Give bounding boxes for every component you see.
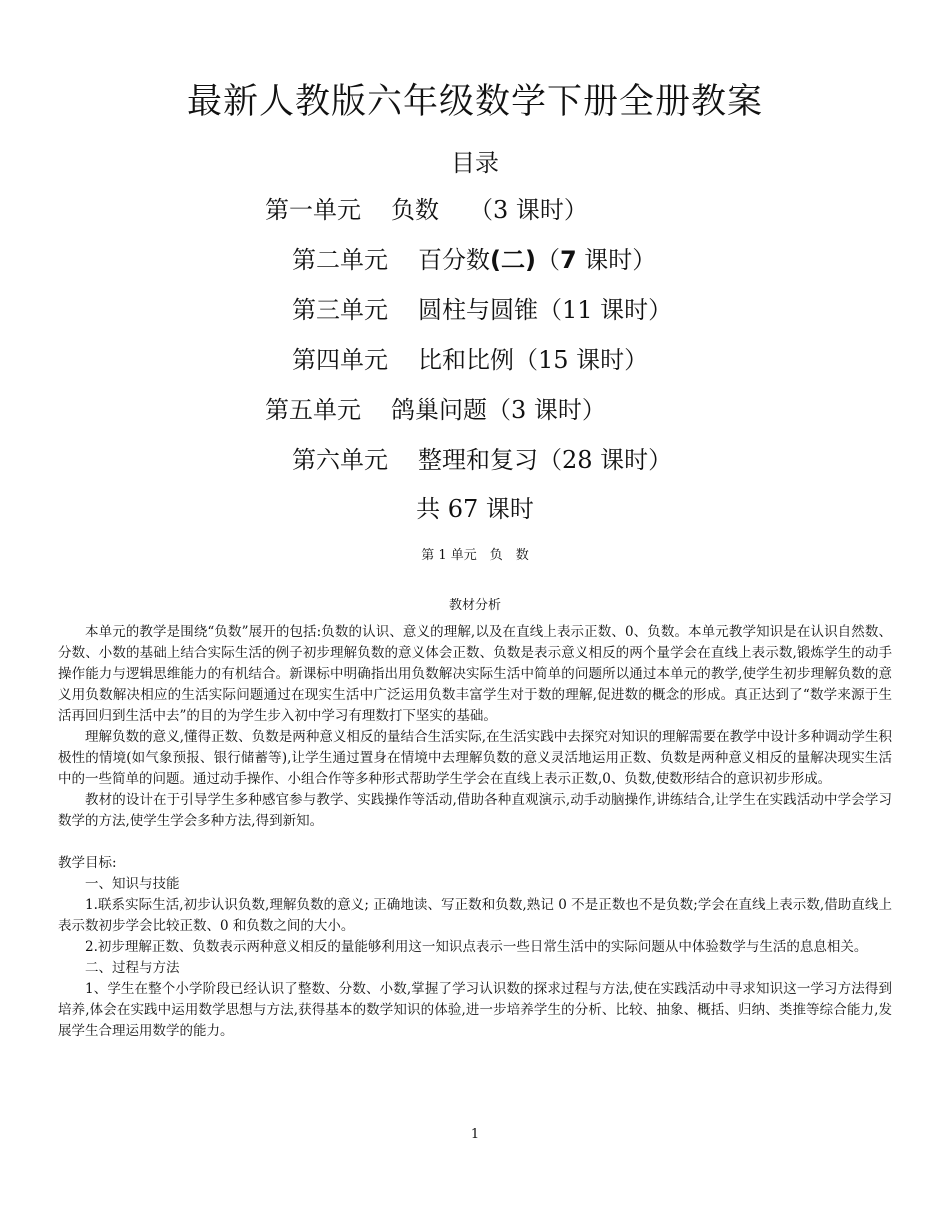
toc-entry-unit-3 (292, 293, 672, 327)
toc-unit-name: 第二单元 (292, 246, 388, 274)
toc-entry-unit-2 (292, 243, 656, 277)
toc-total-hours: 共 67 课时 (416, 495, 534, 523)
toc-unit-topic: 负数 (391, 196, 439, 224)
toc-entry-unit-6 (292, 443, 672, 477)
toc-unit-name: 第五单元 (265, 396, 361, 424)
analysis-paragraph-3: 教材的设计在于引导学生多种感官参与教学、实践操作等活动,借助各种直观演示,动手动脑操作,讲练结合,让学生在实践活动中学会学习数学的方法,使学生学会多种方法,得到新知。 (58, 792, 892, 829)
objectives-item-3: 1、学生在整个小学阶段已经认识了整数、分数、小数,掌握了学习认识数的探求过程与方法,使在实践活动中寻求知识这一学习方法得到培养,体会在实践中运用数学思想与方法,获得基本的数学知识的体验,进一步培养学生的分析、比较、抽象、概括、归纳、类推等综合能力,发展学生合理运用数学的能力。 (58, 981, 892, 1039)
toc-unit-hours: （15 课时） (514, 346, 649, 374)
toc-unit-topic: 整理和复习 (418, 446, 538, 474)
toc-unit-hours: （3 课时） (469, 196, 588, 224)
objectives-section-knowledge: 一、知识与技能 (85, 876, 180, 892)
objectives-item-1: 1.联系实际生活,初步认识负数,理解负数的意义; 正确地读、写正数和负数,熟记 0 不是正数也不是负数;学会在直线上表示数,借助直线上表示数初步学会比较正数、0 和负数之间的大小。 (58, 897, 892, 934)
toc-unit-topic: 圆柱与圆锥 (418, 296, 538, 324)
toc-unit-hours-number: 7 (559, 246, 577, 274)
objectives-item-2: 2.初步理解正数、负数表示两种意义相反的量能够利用这一知识点表示一些日常生活中的实际问题从中体验数学与生活的息息相关。 (85, 939, 868, 955)
objectives-section-process: 二、过程与方法 (85, 960, 180, 976)
toc-unit-hours-open: （ (535, 246, 560, 274)
analysis-paragraph-1: 本单元的教学是围绕“负数”展开的包括:负数的认识、意义的理解,以及在直线上表示正数、0、负数。本单元教学知识是在认识自然数、分数、小数的基础上结合实际生活的例子初步理解负数的意义体会正数、负数是表示意义相反的两个量学会在直线上表示数,锻炼学生的动手操作能力与逻辑思维能力的有机结合。新课标中明确指出用负数解决实际生活中简单的问题所以通过本单元的教学,使学生初步理解负数的意义用负数解决相应的生活实际问题通过在现实生活中广泛运用负数丰富学生对于数的理解,促进数的概念的形成。真正达到了“数学来源于生活再回归到生活中去”的目的为学生步入初中学习有理数打下坚实的基础。 (58, 624, 892, 724)
toc-unit-hours: （11 课时） (538, 296, 673, 324)
toc-unit-hours-close: 课时） (576, 246, 657, 274)
toc-unit-name: 第一单元 (265, 196, 361, 224)
paragraph-gap (58, 832, 892, 853)
toc-unit-topic: 比和比例 (418, 346, 514, 374)
toc-heading: 目录 (451, 149, 499, 177)
page-number: 1 (470, 1127, 480, 1142)
document-body (58, 622, 892, 1042)
toc-entry-unit-1 (265, 193, 588, 227)
toc-unit-topic: 鸽巢问题 (391, 396, 487, 424)
toc-unit-paren: (二) (490, 246, 536, 274)
toc-entry-unit-5 (265, 393, 606, 427)
analysis-heading: 教材分析 (448, 598, 501, 613)
document-title: 最新人教版六年级数学下册全册教案 (186, 82, 763, 122)
toc-unit-name: 第四单元 (292, 346, 388, 374)
unit-heading: 第 1 单元 负 数 (421, 548, 529, 563)
analysis-paragraph-2: 理解负数的意义,懂得正数、负数是两种意义相反的量结合生活实际,在生活实践中去探究对知识的理解需要在教学中设计多种调动学生积极性的情境(如气象预报、银行储蓄等),让学生通过置身在情境中去理解负数的意义灵活地运用正数、负数是两种意义相反的量解决现实生活中的一些简单的问题。通过动手操作、小组合作等多种形式帮助学生学会在直线上表示正数,0、负数,使数形结合的意识初步形成。 (58, 729, 892, 787)
toc-unit-name: 第三单元 (292, 296, 388, 324)
toc-unit-hours: （28 课时） (538, 446, 673, 474)
toc-unit-topic: 百分数 (418, 246, 490, 274)
toc-entry-unit-4 (292, 343, 648, 377)
toc-unit-name: 第六单元 (292, 446, 388, 474)
objectives-heading: 教学目标: (58, 855, 117, 871)
toc-unit-hours: （3 课时） (487, 396, 606, 424)
